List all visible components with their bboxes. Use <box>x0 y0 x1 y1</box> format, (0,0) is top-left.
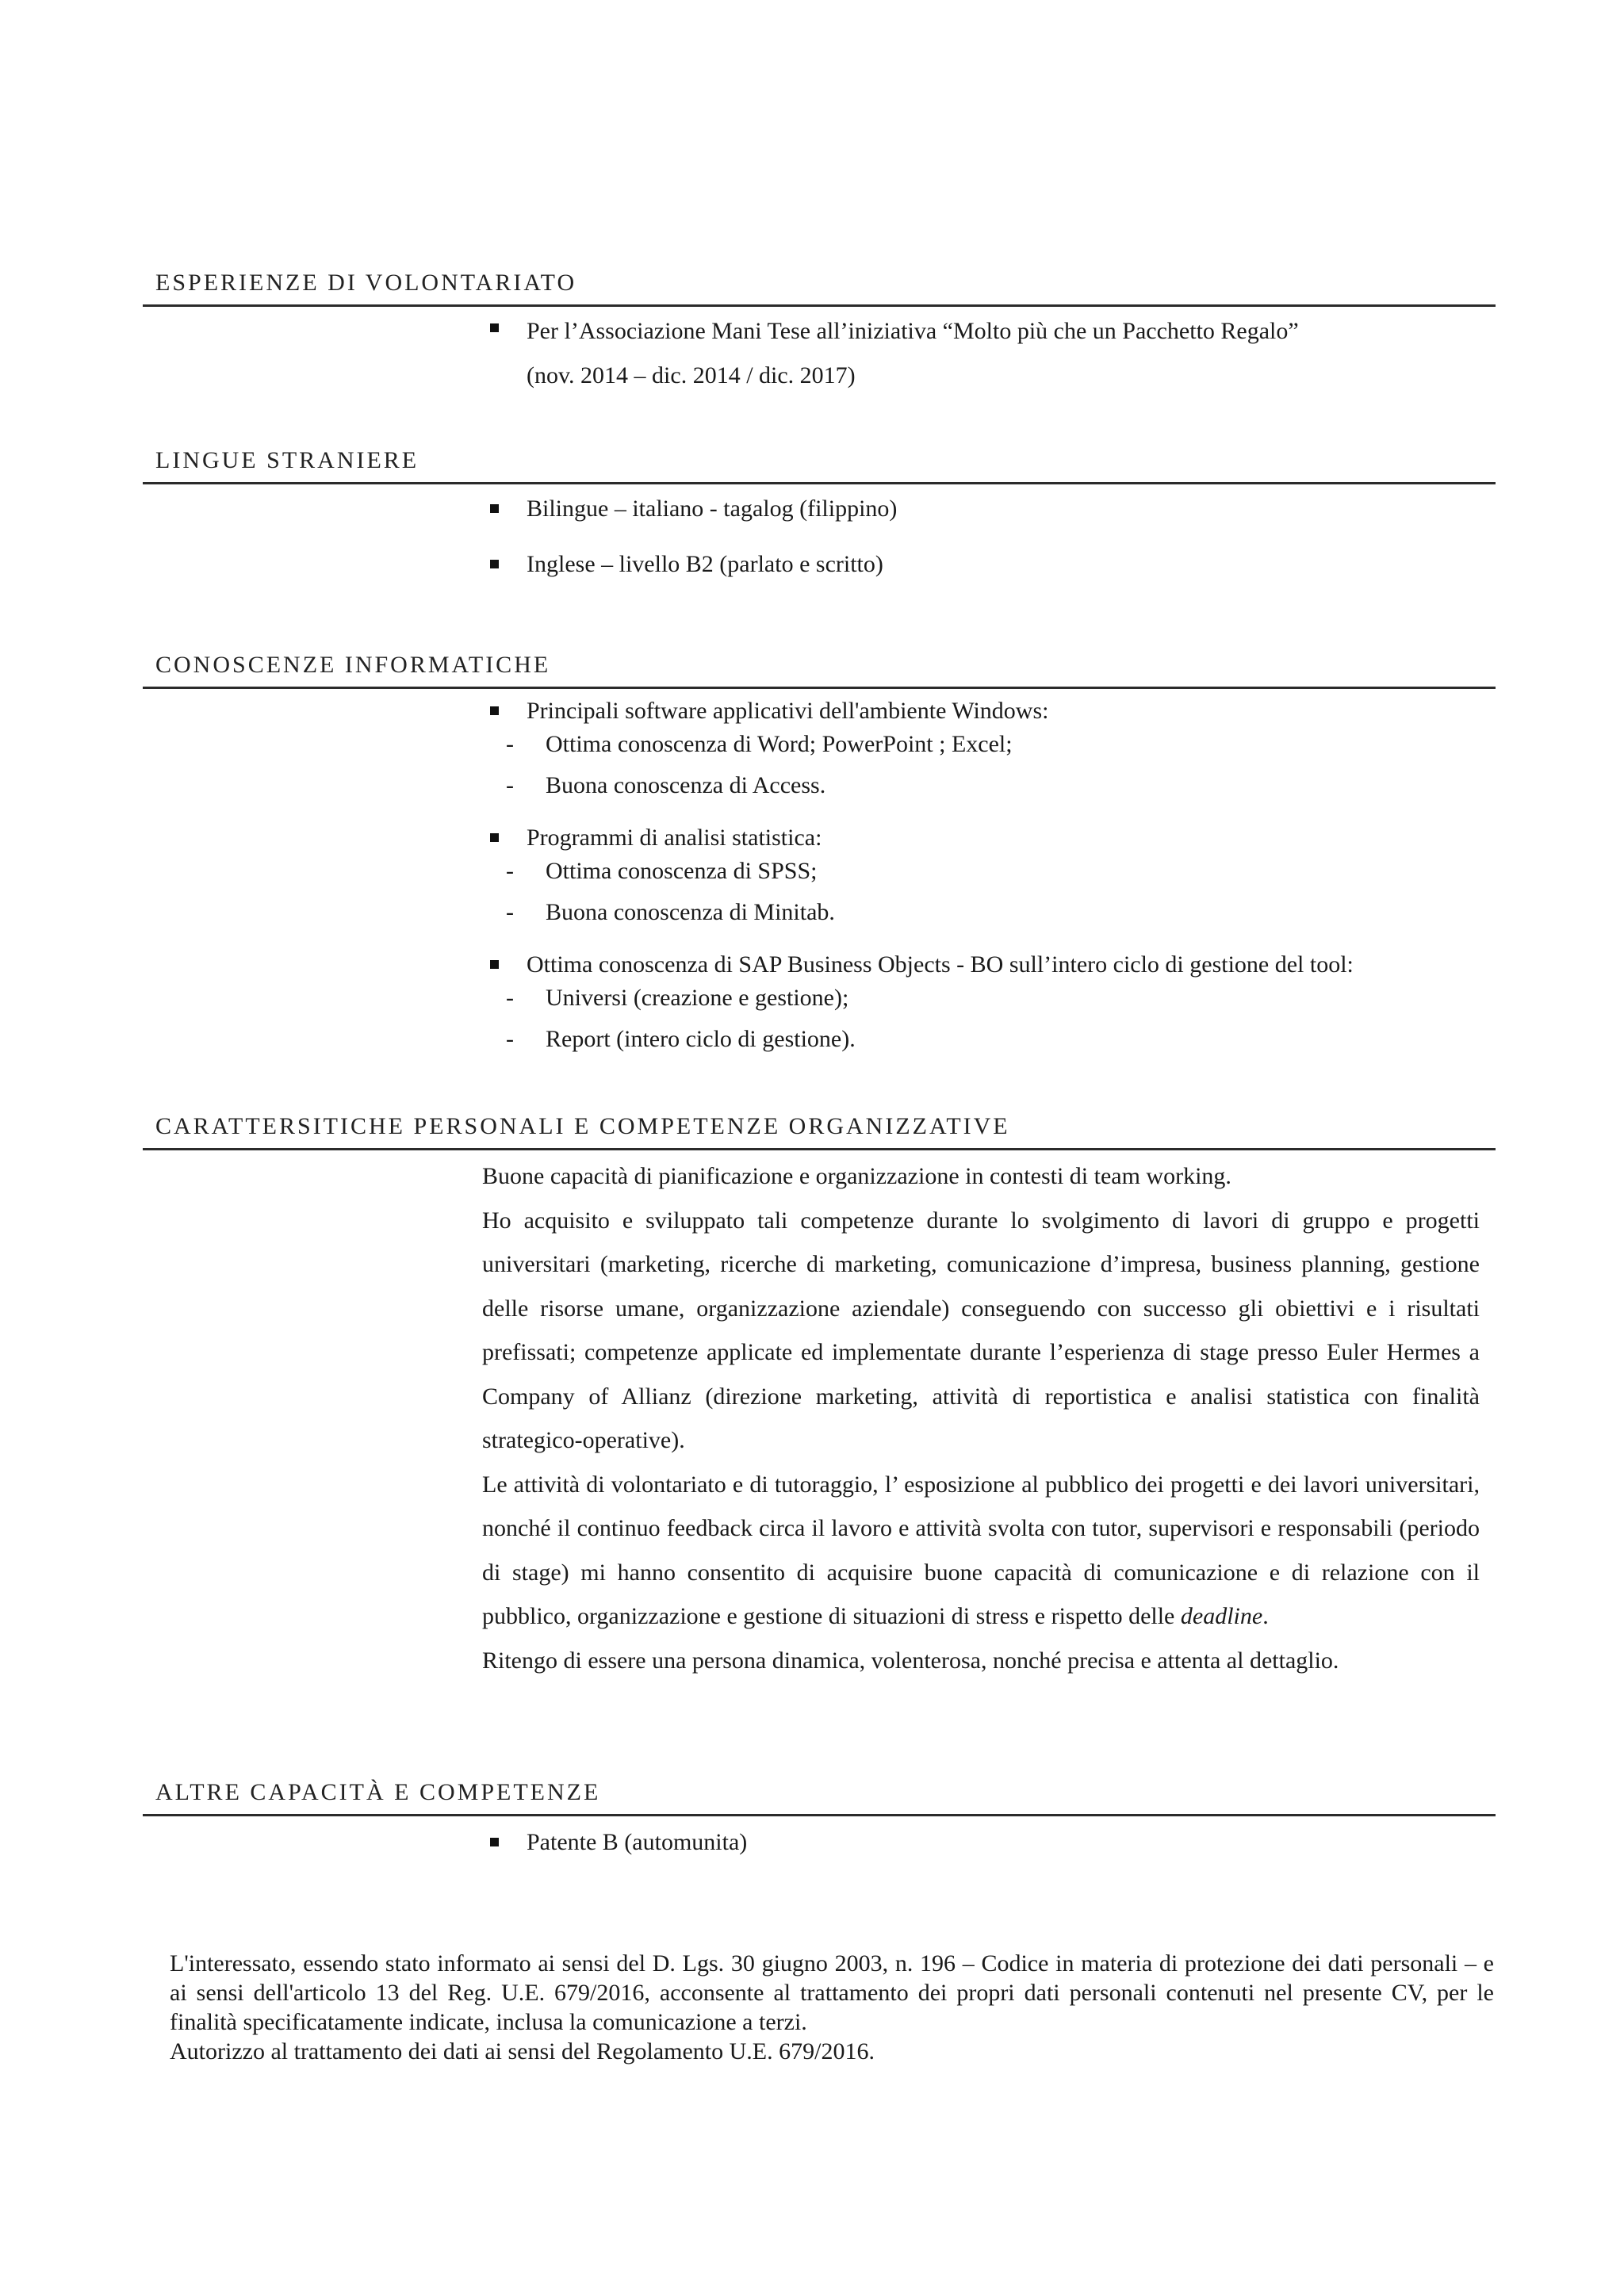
section-content <box>482 309 1624 398</box>
item-text: Patente B (automunita) <box>527 1829 748 1855</box>
sub-item-text: Buona conoscenza di Minitab. <box>546 899 835 925</box>
section-title: CARATTERSITICHE PERSONALI E COMPETENZE ORGANIZZATIVE <box>155 1113 1010 1139</box>
paragraph <box>482 1463 1480 1639</box>
list-item <box>482 1823 1624 1862</box>
sub-item-text: Report (intero ciclo di gestione). <box>546 1026 856 1052</box>
sub-item <box>482 769 1624 802</box>
sub-item <box>482 728 1624 761</box>
section-title: LINGUE STRANIERE <box>155 447 419 473</box>
dash-marker: - <box>506 899 514 925</box>
dash-marker: - <box>506 772 514 798</box>
list-item <box>482 490 1624 528</box>
section-title: CONOSCENZE INFORMATICHE <box>155 652 551 678</box>
bullet-square-icon <box>490 706 499 715</box>
paragraph-end: . <box>1262 1603 1269 1629</box>
dash-marker: - <box>506 731 514 757</box>
item-text: Principali software applicativi dell'ambiente Windows: <box>527 698 1049 724</box>
section-header <box>143 650 1496 689</box>
italic-word: deadline <box>1180 1603 1263 1629</box>
item-text: Ottima conoscenza di SAP Business Objects - BO sull’intero ciclo di gestione del tool: <box>527 951 1354 978</box>
section-header <box>143 268 1496 307</box>
section-header <box>143 1112 1496 1150</box>
list-item <box>482 821 1624 855</box>
section-header <box>143 446 1496 484</box>
paragraph: Buone capacità di pianificazione e organizzazione in contesti di team working. <box>482 1163 1231 1189</box>
section-content <box>482 1154 1483 1682</box>
section-header <box>143 1777 1496 1816</box>
dash-marker: - <box>506 985 514 1011</box>
bullet-square-icon <box>490 1838 499 1846</box>
item-text: Inglese – livello B2 (parlato e scritto) <box>527 551 883 577</box>
bullet-square-icon <box>490 504 499 513</box>
section-content <box>482 490 1624 584</box>
section-content <box>482 1823 1624 1862</box>
sub-item <box>482 982 1624 1015</box>
privacy-text: L'interessato, essendo stato informato ai sensi del D. Lgs. 30 giugno 2003, n. 196 – Codice in materia di protezione dei dati personali – e ai sensi dell'articolo 13 del Reg. U.E. 679/2016, acconsente al trattamento dei propri dati personali contenuti nel presente CV, per le finalità specificatamente indicate, inclusa la comunicazione a terzi. <box>170 1950 1494 2035</box>
bullet-square-icon <box>490 323 499 332</box>
list-item <box>482 948 1624 982</box>
item-text: Programmi di analisi statistica: <box>527 825 822 851</box>
dash-marker: - <box>506 1026 514 1052</box>
sub-item <box>482 896 1624 929</box>
bullet-square-icon <box>490 560 499 568</box>
item-text: Per l’Associazione Mani Tese all’iniziativa “Molto più che un Pacchetto Regalo” <box>527 318 1299 344</box>
bullet-square-icon <box>490 960 499 969</box>
bullet-square-icon <box>490 833 499 842</box>
sub-item-text: Buona conoscenza di Access. <box>546 772 826 798</box>
paragraph: Ritengo di essere una persona dinamica, volenterosa, nonché precisa e attenta al dettaglio. <box>482 1647 1339 1674</box>
privacy-consent <box>170 1949 1494 2066</box>
paragraph: Ho acquisito e sviluppato tali competenze durante lo svolgimento di lavori di gruppo e progetti universitari (marketing, ricerche di marketing, comunicazione d’impresa, business planning, gestione delle risorse umane, organizzazione aziendale) conseguendo con successo gli obiettivi e i risultati prefissati; competenze applicate ed implementate durante l’esperienza di stage presso Euler Hermes a Company of Allianz (direzione marketing, attività di reportistica e analisi statistica con finalità strategico-operative). <box>482 1207 1480 1453</box>
paragraph-text: Le attività di volontariato e di tutoraggio, l’ esposizione al pubblico dei progetti e dei lavori universitari, nonché il continuo feedback circa il lavoro e attività svolta con tutor, supervisori e responsabili (periodo di stage) mi hanno consentito di acquisire buone capacità di comunicazione e di relazione con il pubblico, organizzazione e gestione di situazioni di stress e rispetto delle <box>482 1471 1480 1629</box>
sub-item-text: Ottima conoscenza di Word; PowerPoint ; Excel; <box>546 731 1013 757</box>
paragraph-block <box>482 1154 1480 1682</box>
sub-item-text: Universi (creazione e gestione); <box>546 985 849 1011</box>
sub-item <box>482 1023 1624 1056</box>
section-content <box>482 695 1624 1056</box>
section-title: ESPERIENZE DI VOLONTARIATO <box>155 270 577 296</box>
item-text-date: (nov. 2014 – dic. 2014 / dic. 2017) <box>527 362 856 388</box>
section-title: ALTRE CAPACITÀ E COMPETENZE <box>155 1779 601 1805</box>
list-item <box>482 695 1624 728</box>
sub-item-text: Ottima conoscenza di SPSS; <box>546 858 818 884</box>
dash-marker: - <box>506 858 514 884</box>
list-item <box>482 545 1624 584</box>
item-text: Bilingue – italiano - tagalog (filippino) <box>527 496 898 522</box>
sub-item <box>482 855 1624 888</box>
list-item <box>482 309 1624 398</box>
privacy-authorization: Autorizzo al trattamento dei dati ai sensi del Regolamento U.E. 679/2016. <box>170 2038 875 2064</box>
